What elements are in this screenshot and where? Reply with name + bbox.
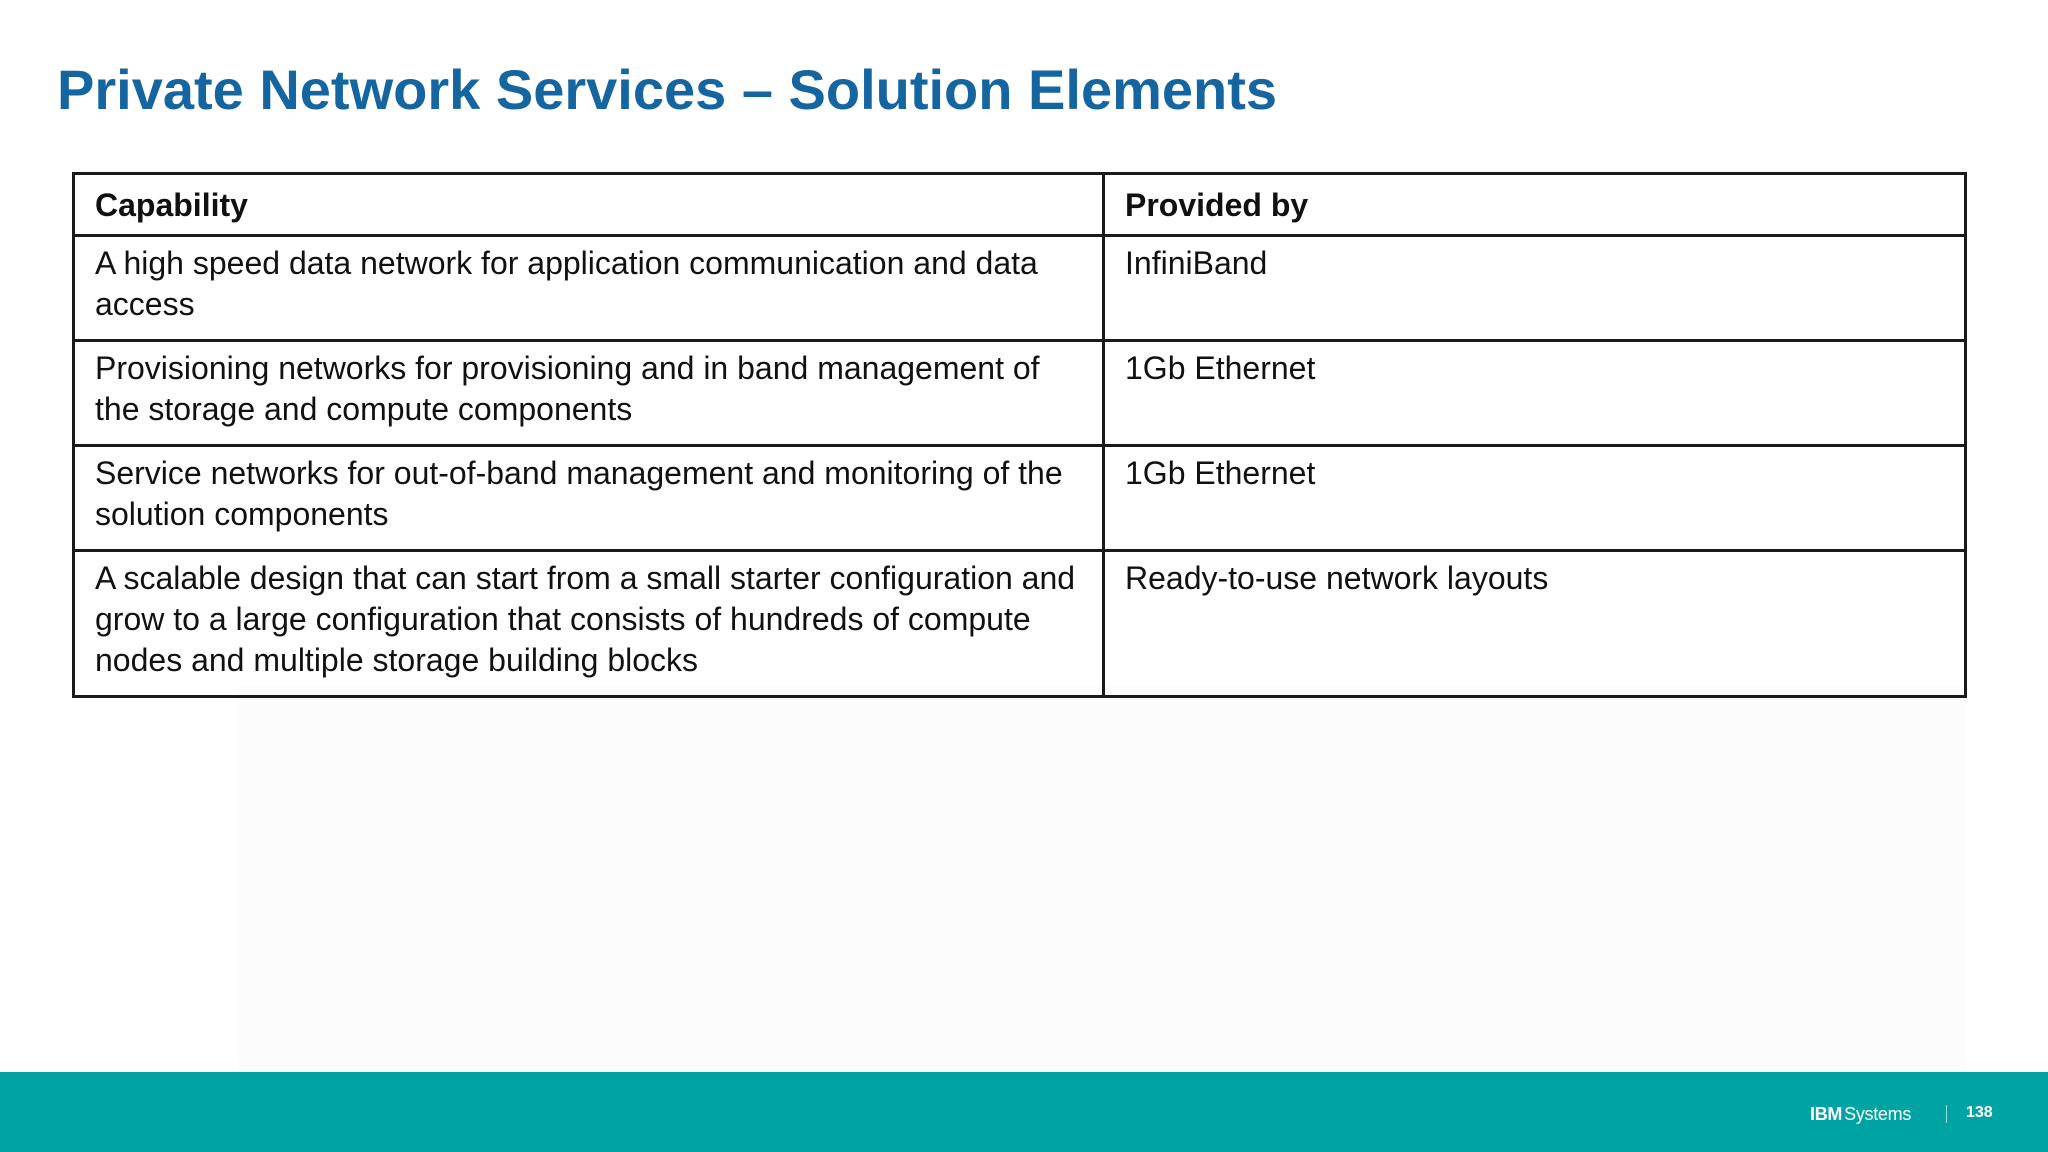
brand-bold: IBM: [1810, 1104, 1843, 1124]
page-number: 138: [1966, 1104, 1993, 1121]
table-row: [74, 236, 1966, 341]
table-row: [74, 446, 1966, 551]
footer-bar: [0, 1072, 2048, 1152]
column-header-capability: Capability: [74, 174, 1104, 236]
ibm-systems-logo: [1810, 1104, 1911, 1125]
capability-cell: Provisioning networks for provisioning and in band management of the storage and compute components: [74, 341, 1104, 446]
content-background: [238, 686, 1966, 1072]
table-header-row: [74, 174, 1966, 236]
provided-by-cell: Ready-to-use network layouts: [1104, 551, 1966, 697]
column-header-provided-by: Provided by: [1104, 174, 1966, 236]
provided-by-cell: 1Gb Ethernet: [1104, 341, 1966, 446]
table-row: [74, 551, 1966, 697]
brand-text: Systems: [1844, 1104, 1912, 1124]
capabilities-table: [72, 172, 1967, 698]
footer-divider: [1946, 1105, 1947, 1123]
table-row: [74, 341, 1966, 446]
slide-title: Private Network Services – Solution Elements: [57, 58, 1278, 121]
capability-cell: Service networks for out-of-band management and monitoring of the solution components: [74, 446, 1104, 551]
provided-by-cell: 1Gb Ethernet: [1104, 446, 1966, 551]
capability-cell: A high speed data network for application communication and data access: [74, 236, 1104, 341]
capability-cell: A scalable design that can start from a small starter configuration and grow to a large configuration that consists of hundreds of compute nodes and multiple storage building blocks: [74, 551, 1104, 697]
provided-by-cell: InfiniBand: [1104, 236, 1966, 341]
